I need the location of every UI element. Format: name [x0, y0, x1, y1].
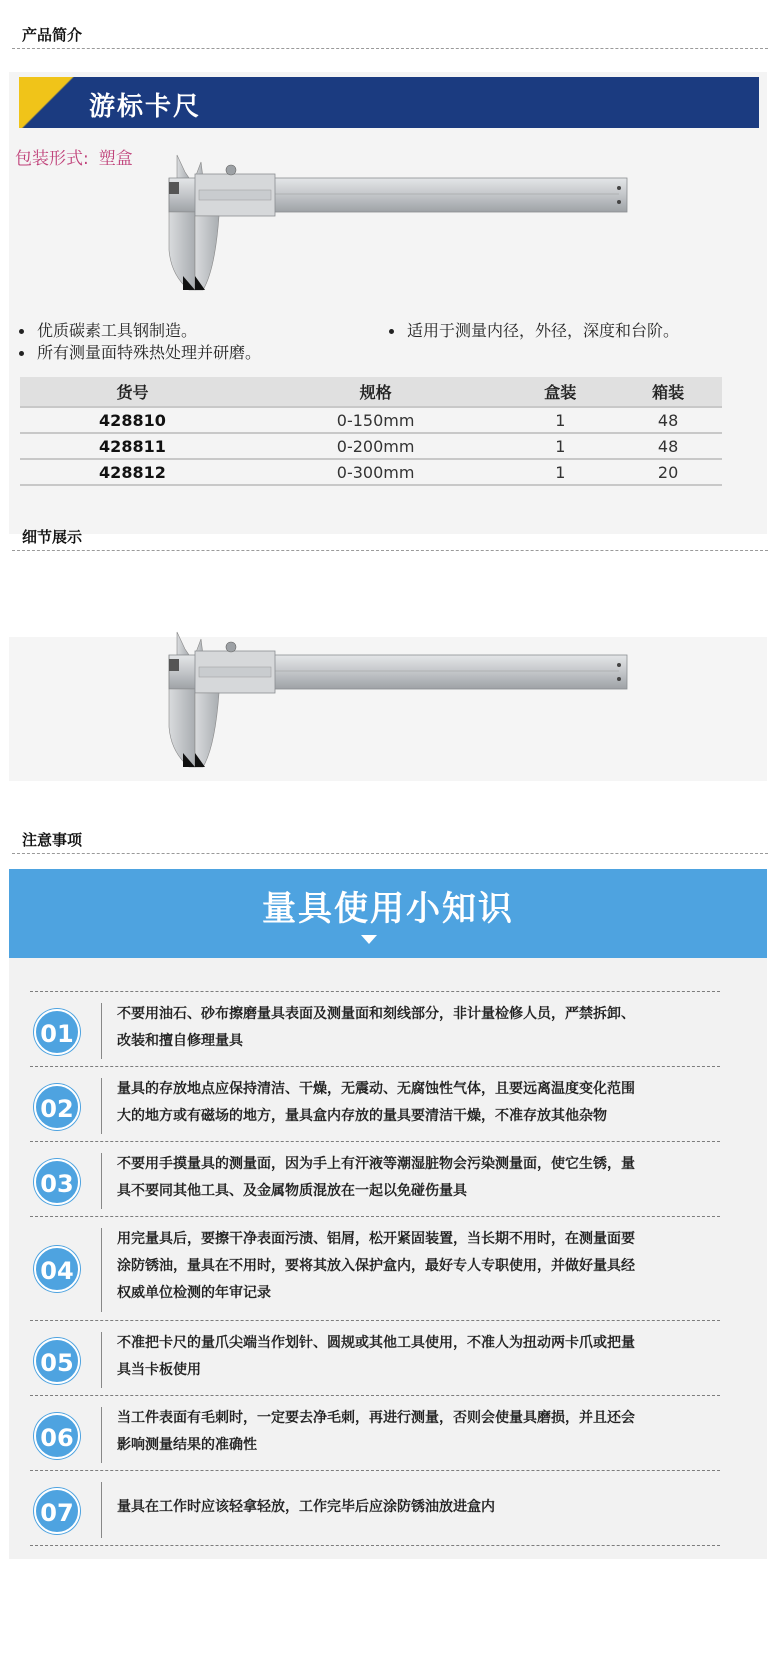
cell-case: 48 — [614, 433, 722, 459]
note-divider — [30, 1320, 720, 1321]
note-vertical-rule — [101, 1228, 102, 1312]
col-header-spec: 规格 — [245, 377, 507, 407]
features-right — [387, 320, 679, 342]
cell-box: 1 — [506, 433, 614, 459]
note-vertical-rule — [101, 1153, 102, 1209]
note-item — [21, 1328, 721, 1392]
note-item — [21, 1478, 721, 1542]
cell-code: 428810 — [20, 407, 245, 433]
note-item — [21, 1224, 721, 1316]
note-number-badge: 07 — [34, 1488, 80, 1534]
table-row — [20, 433, 722, 459]
note-vertical-rule — [101, 1407, 102, 1463]
pack-value: 塑盒 — [98, 149, 133, 169]
cell-box: 1 — [506, 407, 614, 433]
note-vertical-rule — [101, 1078, 102, 1134]
detail-panel — [9, 637, 767, 781]
note-divider — [30, 1141, 720, 1142]
feature-item: 适用于测量内径，外径，深度和台阶。 — [387, 320, 679, 342]
note-item — [21, 999, 721, 1063]
note-divider — [30, 1216, 720, 1217]
note-item — [21, 1074, 721, 1138]
note-text: 当工件表面有毛刺时，一定要去净毛刺，再进行测量，否则会使量具磨损，并且还会 影响测量结果的准确性 — [117, 1410, 635, 1453]
col-header-code: 货号 — [20, 377, 245, 407]
section-title-intro: 产品简介 — [22, 26, 83, 44]
col-header-case: 箱装 — [614, 377, 722, 407]
note-number-badge: 02 — [34, 1084, 80, 1130]
cell-spec: 0-150mm — [245, 407, 507, 433]
col-header-box: 盒装 — [506, 377, 614, 407]
divider — [12, 550, 768, 551]
note-divider — [30, 1395, 720, 1396]
title-accent — [19, 77, 79, 128]
product-title-band — [19, 77, 759, 128]
feature-item: 优质碳素工具钢制造。 — [17, 320, 261, 342]
section-title-notes: 注意事项 — [22, 831, 83, 849]
note-vertical-rule — [101, 1482, 102, 1538]
caliper-detail-image — [149, 627, 639, 777]
chevron-down-icon — [361, 935, 377, 944]
note-text: 不准把卡尺的量爪尖端当作划针、圆规或其他工具使用，不准人为扭动两卡爪或把量 具当卡板使用 — [117, 1335, 635, 1378]
note-text: 量具在工作时应该轻拿轻放，工作完毕后应涂防锈油放进盒内 — [117, 1499, 495, 1515]
features-left — [17, 320, 261, 364]
pack-label: 包装形式: — [15, 149, 89, 169]
note-text: 不要用油石、砂布擦磨量具表面及测量面和刻线部分，非计量检修人员，严禁拆卸、 改装和擅自修理量具 — [117, 1006, 635, 1049]
note-number-badge: 04 — [34, 1246, 80, 1292]
table-row — [20, 407, 722, 433]
divider — [12, 48, 768, 49]
feature-item: 所有测量面特殊热处理并研磨。 — [17, 342, 261, 364]
note-text: 用完量具后，要擦干净表面污渍、铝屑，松开紧固装置，当长期不用时，在测量面要 涂防锈油，量具在不用时，要将其放入保护盒内，最好专人专职使用，并做好量具经 权威单位检测的年审记录 — [117, 1231, 635, 1301]
notes-header — [9, 869, 767, 958]
note-number-badge: 05 — [34, 1338, 80, 1384]
note-divider — [30, 1470, 720, 1471]
note-vertical-rule — [101, 1332, 102, 1388]
note-number-badge: 03 — [34, 1159, 80, 1205]
cell-box: 1 — [506, 459, 614, 485]
note-divider — [30, 1066, 720, 1067]
cell-spec: 0-200mm — [245, 433, 507, 459]
packaging-line — [15, 144, 133, 169]
note-text: 不要用手摸量具的测量面，因为手上有汗液等潮湿脏物会污染测量面，使它生锈，量 具不要同其他工具、及金属物质混放在一起以免碰伤量具 — [117, 1156, 635, 1199]
product-title: 游标卡尺 — [89, 92, 202, 122]
note-divider — [30, 991, 720, 992]
product-panel — [9, 72, 767, 534]
table-row — [20, 459, 722, 485]
cell-case: 48 — [614, 407, 722, 433]
spec-table — [20, 377, 722, 486]
divider — [12, 853, 768, 854]
notes-panel — [9, 869, 767, 1559]
note-vertical-rule — [101, 1003, 102, 1059]
cell-spec: 0-300mm — [245, 459, 507, 485]
note-item — [21, 1403, 721, 1467]
note-divider — [30, 1545, 720, 1546]
note-number-badge: 06 — [34, 1413, 80, 1459]
note-number-badge: 01 — [34, 1009, 80, 1055]
cell-code: 428811 — [20, 433, 245, 459]
note-item — [21, 1149, 721, 1213]
table-header-row — [20, 377, 722, 407]
caliper-image — [149, 150, 639, 300]
notes-header-title: 量具使用小知识 — [262, 889, 514, 929]
cell-case: 20 — [614, 459, 722, 485]
section-title-detail: 细节展示 — [22, 528, 83, 546]
cell-code: 428812 — [20, 459, 245, 485]
note-text: 量具的存放地点应保持清洁、干燥，无震动、无腐蚀性气体，且要远离温度变化范围 大的地方或有磁场的地方，量具盒内存放的量具要清洁干燥，不准存放其他杂物 — [117, 1081, 635, 1124]
